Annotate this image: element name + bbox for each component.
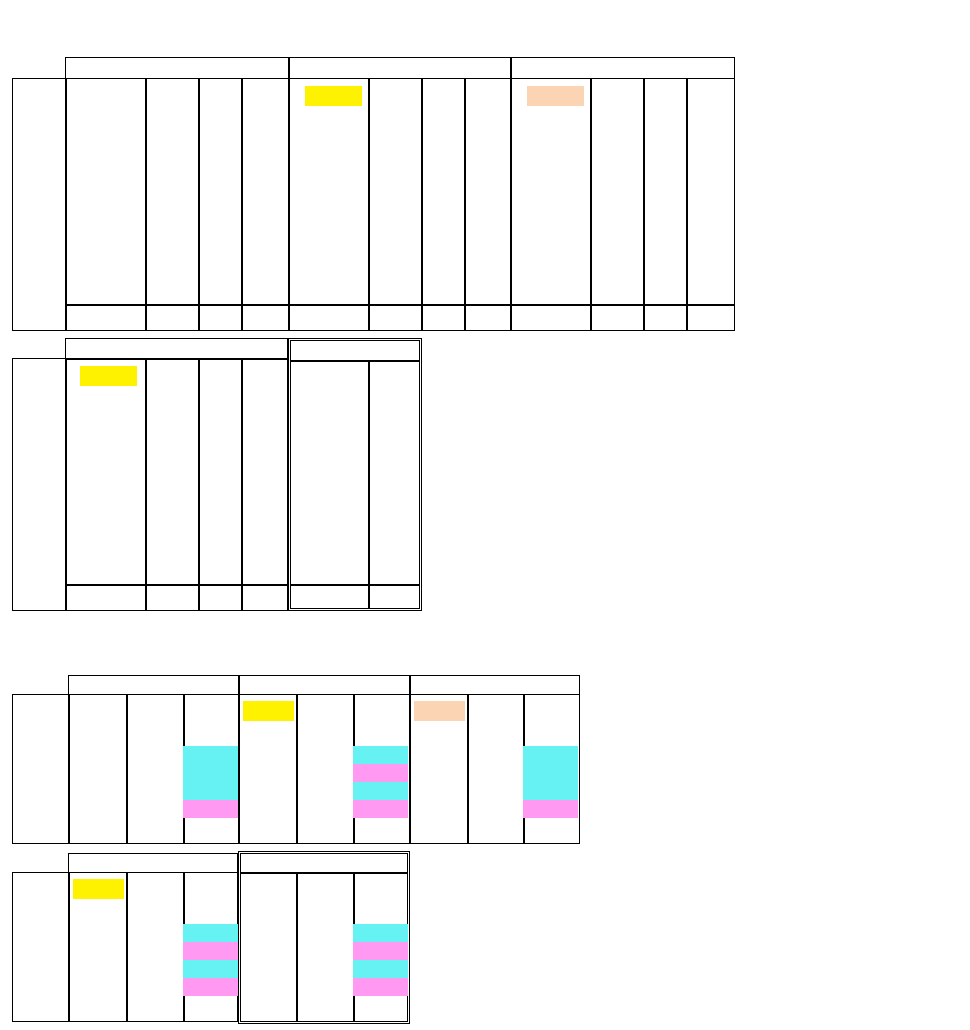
negative-diff-highlight xyxy=(183,764,238,782)
sum-divider xyxy=(65,304,735,306)
positive-diff-highlight xyxy=(353,978,408,996)
col-line xyxy=(126,694,128,844)
col-line xyxy=(198,358,200,611)
col-line xyxy=(643,78,645,331)
col-line xyxy=(241,358,243,611)
negative-diff-highlight xyxy=(353,960,408,978)
negative-diff-highlight xyxy=(523,746,578,764)
divider xyxy=(65,78,67,331)
col-line xyxy=(296,874,298,1022)
divider xyxy=(409,675,411,844)
avg-header-line xyxy=(240,872,408,874)
positive-diff-highlight xyxy=(183,800,238,818)
col-line xyxy=(467,694,469,844)
positive-diff-highlight xyxy=(353,800,408,818)
col-line xyxy=(126,872,128,1022)
place-highlight xyxy=(73,879,124,899)
place-highlight xyxy=(80,366,137,386)
intl-table-frame xyxy=(12,78,735,331)
header-row-frame xyxy=(65,57,735,79)
col-line xyxy=(198,78,200,331)
negative-diff-highlight xyxy=(523,782,578,800)
divider xyxy=(288,57,290,331)
negative-diff-highlight xyxy=(353,924,408,942)
negative-diff-highlight xyxy=(353,782,408,800)
negative-diff-highlight xyxy=(183,746,238,764)
divider xyxy=(65,358,67,611)
col-line xyxy=(145,358,147,611)
place-highlight xyxy=(243,701,294,721)
positive-diff-highlight xyxy=(353,942,408,960)
place-highlight xyxy=(527,86,584,106)
positive-diff-highlight xyxy=(353,764,408,782)
negative-diff-highlight xyxy=(183,960,238,978)
col-line xyxy=(421,78,423,331)
divider xyxy=(68,694,70,844)
col-line xyxy=(464,78,466,331)
col-line xyxy=(590,78,592,331)
header-row-frame xyxy=(68,853,238,873)
header-row-frame xyxy=(68,675,580,695)
divider xyxy=(238,675,240,844)
sum-divider xyxy=(65,584,288,586)
pred-sum-line xyxy=(290,584,420,586)
positive-diff-highlight xyxy=(183,942,238,960)
header-row-frame xyxy=(65,338,288,360)
col-line xyxy=(145,78,147,331)
positive-diff-highlight xyxy=(183,978,238,996)
place-highlight xyxy=(414,701,465,721)
col-line xyxy=(368,78,370,331)
positive-diff-highlight xyxy=(523,800,578,818)
dom-table-frame xyxy=(12,358,288,611)
col-line xyxy=(686,78,688,331)
place-highlight xyxy=(305,86,362,106)
col-line xyxy=(296,694,298,844)
pred-col-line xyxy=(368,362,370,609)
pred-header-line xyxy=(290,360,420,362)
prediction-frame-inner xyxy=(290,340,420,609)
divider xyxy=(510,57,512,331)
negative-diff-highlight xyxy=(523,764,578,782)
divider xyxy=(68,872,70,1022)
col-line xyxy=(241,78,243,331)
negative-diff-highlight xyxy=(183,782,238,800)
negative-diff-highlight xyxy=(183,924,238,942)
negative-diff-highlight xyxy=(353,746,408,764)
